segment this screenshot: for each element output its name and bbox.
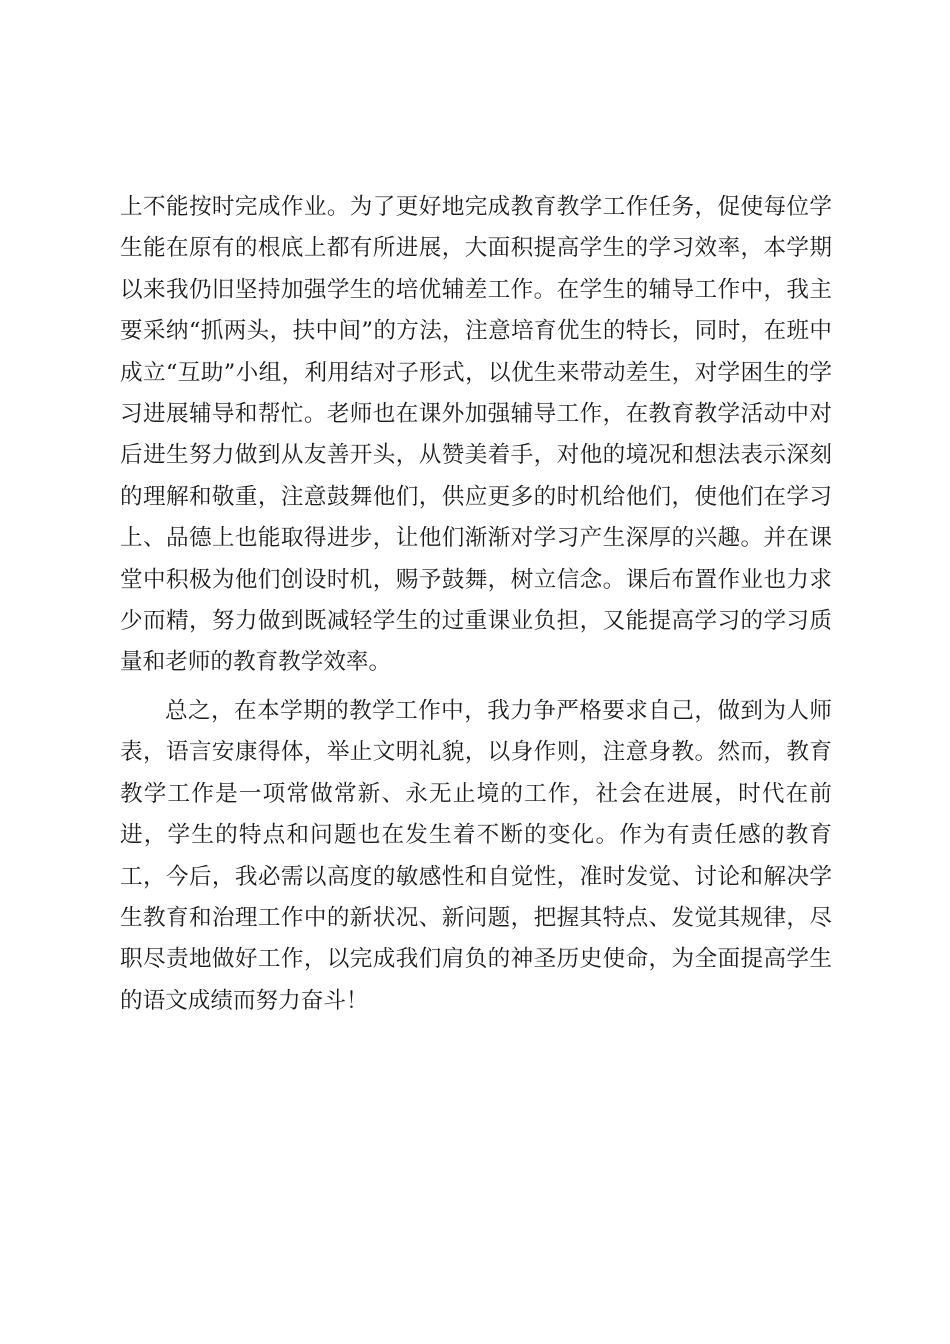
paragraph-conclusion: 总之，在本学期的教学工作中，我力争严格要求自己，做到为人师表，语言安康得体，举止文明礼貌，以身作则，注意身教。然而，教育教学工作是一项常做常新、永无止境的工作，社会在进展，时代在前进，学生的特点和问题也在发生着不断的变化。作为有责任感的教育工，今后，我必需以高度的敏感性和自觉性，准时发觉、讨论和解决学生教育和治理工作中的新状况、新问题，把握其特点、发觉其规律，尽职尽责地做好工作，以完成我们肩负的神圣历史使命，为全面提高学生的语文成绩而努力奋斗！ <box>120 697 832 1014</box>
document-body <box>120 187 832 1022</box>
paragraph-continuation: 上不能按时完成作业。为了更好地完成教育教学工作任务，促使每位学生能在原有的根底上都有所进展，大面积提高学生的学习效率，本学期以来我仍旧坚持加强学生的培优辅差工作。在学生的辅导工作中，我主要采纳“抓两头，扶中间”的方法，注意培育优生的特长，同时，在班中成立“互助”小组，利用结对子形式，以优生来带动差生，对学困生的学习进展辅导和帮忙。老师也在课外加强辅导工作，在教育教学活动中对后进生努力做到从友善开头，从赞美着手，对他的境况和想法表示深刻的理解和敬重，注意鼓舞他们，供应更多的时机给他们，使他们在学习上、品德上也能取得进步，让他们渐渐对学习产生深厚的兴趣。并在课堂中积极为他们创设时机，赐予鼓舞，树立信念。课后布置作业也力求少而精，努力做到既减轻学生的过重课业负担，又能提高学习的学习质量和老师的教育教学效率。 <box>120 194 832 676</box>
